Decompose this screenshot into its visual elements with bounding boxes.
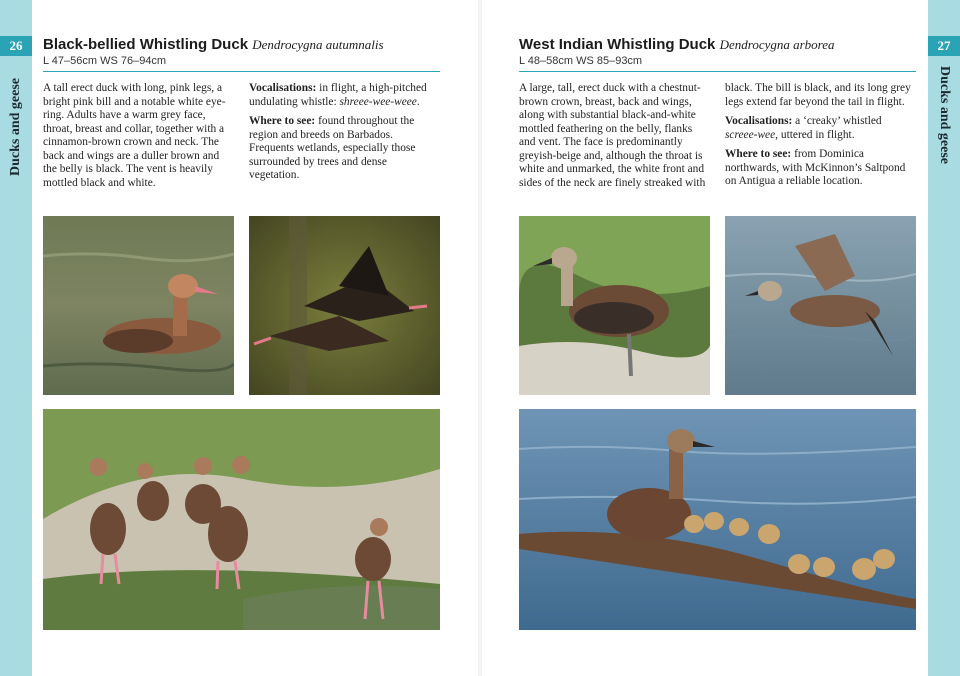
vocalisations-end: . — [416, 95, 420, 108]
photo-duck-standing-rocks — [519, 216, 710, 395]
where-to-see-paragraph — [249, 115, 439, 183]
photo-ducks-flying — [249, 216, 440, 395]
section-tab-right: Ducks and geese — [937, 66, 952, 165]
description-text: A tall erect duck with long, pink legs, a bright pink bill and a notable white eye-ring. Adults have a warm grey face, throat, breast and collar, together with a cinnamon-brown crown and neck. The back and wings are a duller brown and the belly is black. The vent is heavily mottled black and white. — [43, 82, 226, 189]
species-heading-left — [43, 36, 384, 53]
heading-rule-left — [43, 71, 440, 72]
heading-rule-right — [519, 71, 916, 72]
where-to-see-label: Where to see: — [249, 115, 316, 127]
photo-duck-taking-off — [725, 216, 916, 395]
where-to-see-paragraph — [725, 148, 915, 189]
where-to-see-text: found throughout the region and breeds on Barbados. Frequents wetlands, especially those surrounded by trees and dense vegetation. — [249, 115, 416, 181]
section-tab-left: Ducks and geese — [8, 77, 23, 176]
vocalisations-call: shreee-wee-weee — [339, 95, 417, 108]
where-to-see-text: from Dominica northwards, with McKinnon’s Saltpond on Antigua a reliable location. — [725, 148, 906, 187]
book-spine — [478, 0, 482, 676]
species-heading-right — [519, 36, 835, 53]
notes-left — [249, 82, 439, 189]
vocalisations-end: , uttered in flight. — [775, 128, 855, 141]
where-to-see-label: Where to see: — [725, 148, 792, 160]
description-left — [43, 82, 233, 196]
vocalisations-text: a ‘creaky’ whistled — [795, 115, 882, 127]
vocalisations-paragraph — [725, 115, 915, 142]
notes-right — [725, 82, 915, 195]
photo-duck-swimming — [43, 216, 234, 395]
vocalisations-text: in flight, a high-pitched undulating whistle: — [249, 82, 427, 108]
common-name: Black-bellied Whistling Duck — [43, 36, 249, 53]
vocalisations-label: Vocalisations: — [249, 82, 317, 94]
vocalisations-paragraph — [249, 82, 439, 109]
scientific-name: Dendrocygna autumnalis — [252, 37, 384, 52]
page-number-left: 26 — [0, 36, 32, 56]
description-continued: black. The bill is black, and its long grey legs extend far beyond the tail in flight. — [725, 82, 911, 108]
scientific-name: Dendrocygna arborea — [719, 37, 835, 52]
photo-duck-group-shore — [43, 409, 440, 630]
measurements-left: L 47–56cm WS 76–94cm — [43, 55, 167, 67]
photo-duck-with-ducklings — [519, 409, 916, 630]
description-right-col1 — [519, 82, 709, 196]
vocalisations-label: Vocalisations: — [725, 115, 793, 127]
page-number-right: 27 — [928, 36, 960, 56]
measurements-right: L 48–58cm WS 85–93cm — [519, 55, 643, 67]
description-text: A large, tall, erect duck with a chestnut-brown crown, breast, back and wings, along with substantial black-and-white mottled feathering on the belly, flanks and vent. The face is predominantly greyish-beige and, although the throat is white and unmarked, the white front and sides of the neck are finely streaked with — [519, 82, 706, 189]
vocalisations-call: screee-wee — [725, 128, 776, 141]
common-name: West Indian Whistling Duck — [519, 36, 716, 53]
